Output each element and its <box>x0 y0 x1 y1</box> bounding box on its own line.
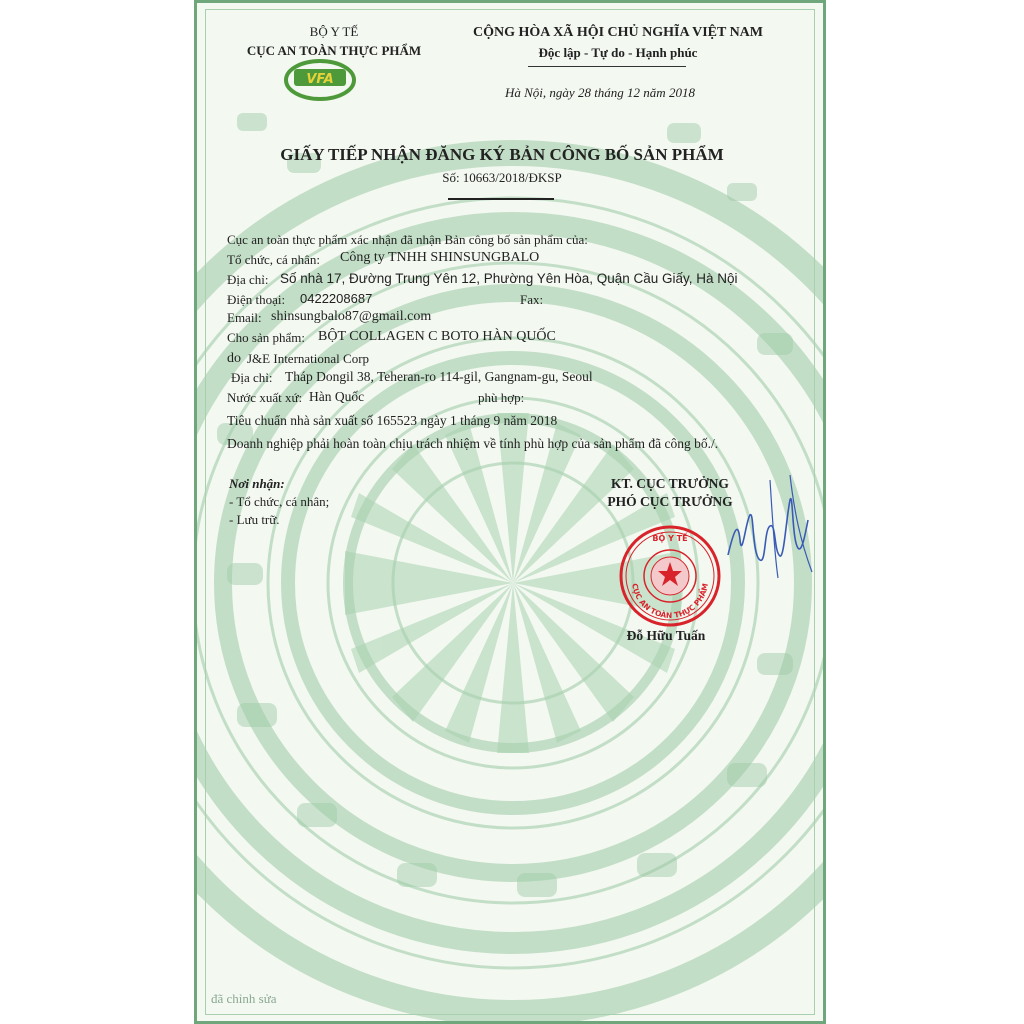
org-label: Tổ chức, cá nhân: <box>227 252 320 267</box>
seal-top-text: BỘ Y TẾ <box>652 534 688 543</box>
signer-role-line2: PHÓ CỤC TRƯỞNG <box>607 494 733 509</box>
vfa-logo-text: VFA <box>306 72 334 87</box>
issue-date: Hà Nội, ngày 28 tháng 12 năm 2018 <box>505 85 695 100</box>
recipient-item: - Tổ chức, cá nhân; <box>229 494 330 509</box>
fax-label: Fax: <box>520 292 544 307</box>
phone-label: Điện thoại: <box>227 292 286 307</box>
country-name: CỘNG HÒA XÃ HỘI CHỦ NGHĨA VIỆT NAM <box>472 25 763 40</box>
signer-name: Đỗ Hữu Tuấn <box>626 628 706 643</box>
maker-address-label: Địa chỉ: <box>231 370 273 385</box>
address-label: Địa chỉ: <box>227 272 269 287</box>
responsibility-line: Doanh nghiệp phải hoàn toàn chịu trách nhiệm về tính phù hợp của sản phẩm đã công bố./. <box>227 436 719 451</box>
origin-label: Nước xuất xứ: <box>227 390 303 405</box>
recipient-item: - Lưu trữ. <box>229 512 280 527</box>
org-value: Công ty TNHH SHINSUNGBALO <box>340 250 540 265</box>
title-divider <box>448 198 554 200</box>
intro-line: Cục an toàn thực phẩm xác nhận đã nhận Bản công bố sản phẩm của: <box>227 232 588 247</box>
document-number: Số: 10663/2018/ĐKSP <box>442 170 562 185</box>
handwritten-signature-icon <box>720 460 820 590</box>
official-seal-icon <box>618 524 722 628</box>
conform-label: phù hợp: <box>478 390 525 405</box>
recipients-heading: Nơi nhận: <box>229 476 285 491</box>
email-label: Email: <box>227 310 262 325</box>
seal-arc-text: CỤC AN TOÀN THỰC PHẨM <box>630 582 710 621</box>
motto-underline <box>528 66 686 67</box>
origin-value: Hàn Quốc <box>309 389 365 404</box>
maker-address-value: Tháp Dongil 38, Teheran-ro 114-gil, Gangnam-gu, Seoul <box>285 369 593 384</box>
agency-name: CỤC AN TOÀN THỰC PHẨM <box>246 43 422 58</box>
signer-role-line1: KT. CỤC TRƯỞNG <box>611 476 729 491</box>
maker-value: J&E International Corp <box>247 351 370 366</box>
motto: Độc lập - Tự do - Hạnh phúc <box>538 45 698 60</box>
phone-value: 0422208687 <box>300 291 373 306</box>
email-value: shinsungbalo87@gmail.com <box>271 309 432 324</box>
document-title: GIẤY TIẾP NHẬN ĐĂNG KÝ BẢN CÔNG BỐ SẢN PHẨM <box>280 145 724 164</box>
ministry-name: BỘ Y TẾ <box>309 24 359 39</box>
product-value: BỘT COLLAGEN C BOTO HÀN QUỐC <box>318 329 556 344</box>
maker-prefix: do <box>227 351 241 366</box>
vfa-logo-icon <box>282 58 358 102</box>
product-label: Cho sản phẩm: <box>227 330 305 345</box>
address-value: Số nhà 17, Đường Trung Yên 12, Phường Yên Hòa, Quận Cầu Giấy, Hà Nội <box>280 271 738 286</box>
edited-watermark: đã chỉnh sửa <box>211 991 277 1006</box>
standard-line: Tiêu chuẩn nhà sản xuất số 165523 ngày 1 tháng 9 năm 2018 <box>227 413 558 428</box>
